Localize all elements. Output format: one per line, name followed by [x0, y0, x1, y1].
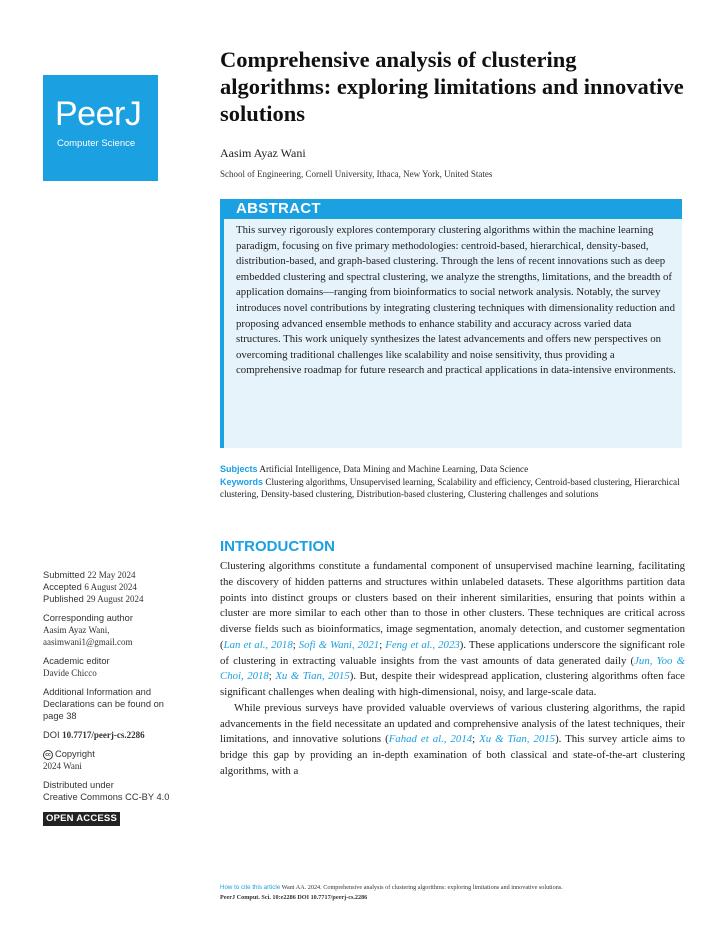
copyright-line: [43, 748, 203, 760]
submitted-value: 22 May 2024: [87, 570, 136, 580]
copyright-holder: 2024 Wani: [43, 761, 82, 771]
text-run: ). These applications underscore the significant role of clustering in extracting valuable insights from the vast amounts of data generated daily (: [220, 638, 685, 667]
journal-reference: PeerJ Comput. Sci. 10:e2286 DOI 10.7717/peerj-cs.2286: [220, 893, 368, 901]
additional-info-line: Additional Information and: [43, 687, 152, 697]
citation-link[interactable]: Feng et al., 2023: [385, 638, 460, 651]
citation-link[interactable]: Xu & Tian, 2015: [479, 733, 556, 746]
license-line: Distributed under: [43, 780, 114, 790]
submitted-label: Submitted: [43, 570, 85, 580]
license-name: Creative Commons CC-BY 4.0: [43, 792, 170, 802]
subjects-keywords: [220, 463, 690, 501]
doi-link[interactable]: 10.7717/peerj-cs.2286: [62, 730, 145, 740]
subjects-value: Artificial Intelligence, Data Mining and Machine Learning, Data Science: [259, 464, 529, 474]
doi-label: DOI: [43, 730, 60, 740]
abstract-section: [220, 199, 682, 448]
abstract-header: [224, 199, 682, 219]
author-affiliation: School of Engineering, Cornell University, Ithaca, New York, United States: [220, 169, 493, 179]
corresponding-email[interactable]: aasimwani1@gmail.com: [43, 637, 133, 647]
accepted-label: Accepted: [43, 582, 82, 592]
introduction-body: [220, 559, 685, 780]
keywords-line: [220, 476, 690, 501]
text-run: ). This survey article aims to bridge this gap by providing an in-depth examination of both classical and state-of-the-art clustering algorithms, with a: [220, 733, 685, 777]
article-title: Comprehensive analysis of clustering algorithms: exploring limitations and innovative solutions: [220, 47, 684, 126]
subjects-label: Subjects: [220, 464, 258, 474]
citation-link[interactable]: Fahad et al., 2014: [388, 733, 473, 746]
citation-link[interactable]: Lan et al., 2018: [223, 638, 293, 651]
cite-line: [220, 883, 690, 893]
published-label: Published: [43, 594, 84, 604]
accepted-value: 6 August 2024: [84, 582, 137, 592]
intro-paragraph: While previous surveys have provided valuable overviews of various clustering algorithms, the rapid advancements in the field necessitate an updated and comprehensive analysis of the latest techniques, their limitations, and innovative solutions (Fahad et al., 2014; Xu & Tian, 2015). This survey article aims to bridge this gap by providing an in-depth examination of both classical and state-of-the-art clustering algorithms, with a: [220, 701, 685, 777]
text-run: ). But, despite their widespread application, clustering algorithms often face significant challenges when dealing with high-dimensional, noisy, and large-scale data.: [220, 670, 685, 698]
page-footer: [220, 883, 690, 902]
citation-link[interactable]: Jun, Yoo & Choi, 2018: [220, 654, 685, 683]
article-sidebar: [43, 569, 203, 826]
published-date: [43, 593, 203, 605]
peerj-logo: [43, 75, 158, 181]
additional-info-line: Declarations can be found on: [43, 699, 164, 709]
logo-subtitle: Computer Science: [57, 138, 136, 149]
submitted-date: [43, 569, 203, 581]
copyright-label: Copyright: [55, 749, 95, 759]
subjects-line: [220, 463, 690, 476]
corresponding-label: Corresponding author: [43, 613, 133, 623]
keywords-value: Clustering algorithms, Unsupervised learning, Scalability and efficiency, Centroid-based clustering, Hierarchical clustering, Density-based clustering, Distribution-based clustering, Clustering challenges and solutions: [220, 476, 680, 499]
citation-link[interactable]: Xu & Tian, 2015: [275, 670, 350, 683]
abstract-text: This survey rigorously explores contemporary clustering algorithms within the machine learning paradigm, focusing on five primary methodologies: centroid-based, hierarchical, density-based, distribution-based, and graph-based clustering. Through the lens of recent innovations such as deep embedded clustering and spectral clustering, we analyze the strengths, limitations, and the breadth of application domains—ranging from bioinformatics to social network analysis. Notably, the survey introduces novel contributions by integrating clustering techniques with dimensionality reduction and proposing advanced ensemble methods to enhance stability and accuracy across varied data structures. This work uniquely synthesizes the latest advancements and offers new perspectives on overcoming traditional challenges like scalability and noise sensitivity, thus providing a comprehensive roadmap for future research and practical applications in data-intensive environments.: [236, 224, 676, 377]
editor-label: Academic editor: [43, 656, 110, 666]
logo-wordmark: PeerJ: [55, 95, 142, 133]
keywords-label: Keywords: [220, 476, 264, 487]
text-run: Clustering algorithms constitute a fundamental component of unsupervised machine learning, facilitating the discovery of hidden patterns and structures within unlabeled datasets. These algorithms partition data points into distinct groups or clusters based on their inherent similarities, ensuring that points within a cluster are more similar to each other than to those in other clusters. These techniques are critical across diverse fields such as bioinformatics, image segmentation, anomaly detection, and customer segmentation (: [220, 560, 685, 651]
cite-label: How to cite this article: [220, 884, 281, 891]
author-name: Aasim Ayaz Wani: [220, 146, 306, 160]
introduction-heading: INTRODUCTION: [220, 538, 335, 555]
abstract-heading: ABSTRACT: [236, 200, 321, 217]
intro-paragraph: Clustering algorithms constitute a fundamental component of unsupervised machine learning, facilitating the discovery of hidden patterns and structures within unlabeled datasets. These algorithms partition data points into distinct groups or clusters based on their inherent similarities, ensuring that points within a cluster are more similar to each other than to those in other clusters. These techniques are critical across diverse fields such as bioinformatics, image segmentation, anomaly detection, and customer segmentation (Lan et al., 2018; Sofi & Wani, 2021; Feng et al., 2023). These applications underscore the significant role of clustering in extracting valuable insights from the vast amounts of data generated daily (Jun, Yoo & Choi, 2018; Xu & Tian, 2015). But, despite their widespread application, clustering algorithms often face significant challenges when dealing with high-dimensional, noisy, and large-scale data.: [220, 560, 685, 698]
additional-info-line: page 38: [43, 711, 77, 721]
creative-commons-icon: cc: [43, 750, 53, 760]
published-value: 29 August 2024: [86, 594, 144, 604]
doi-line: [43, 729, 203, 741]
citation-link[interactable]: Sofi & Wani, 2021: [298, 638, 380, 651]
editor-name: Davide Chicco: [43, 668, 97, 678]
text-run: While previous surveys have provided valuable overviews of various clustering algorithms, the rapid advancements in the field necessitate an updated and comprehensive analysis of the latest techniques, their limitations, and innovative solutions (: [220, 701, 685, 746]
corresponding-name: Aasim Ayaz Wani,: [43, 625, 110, 635]
open-access-badge: OPEN ACCESS: [43, 812, 120, 826]
accepted-date: [43, 581, 203, 593]
cite-text: Wani AA. 2024. Comprehensive analysis of clustering algorithms: exploring limitations and innovative solutions.: [281, 884, 563, 891]
